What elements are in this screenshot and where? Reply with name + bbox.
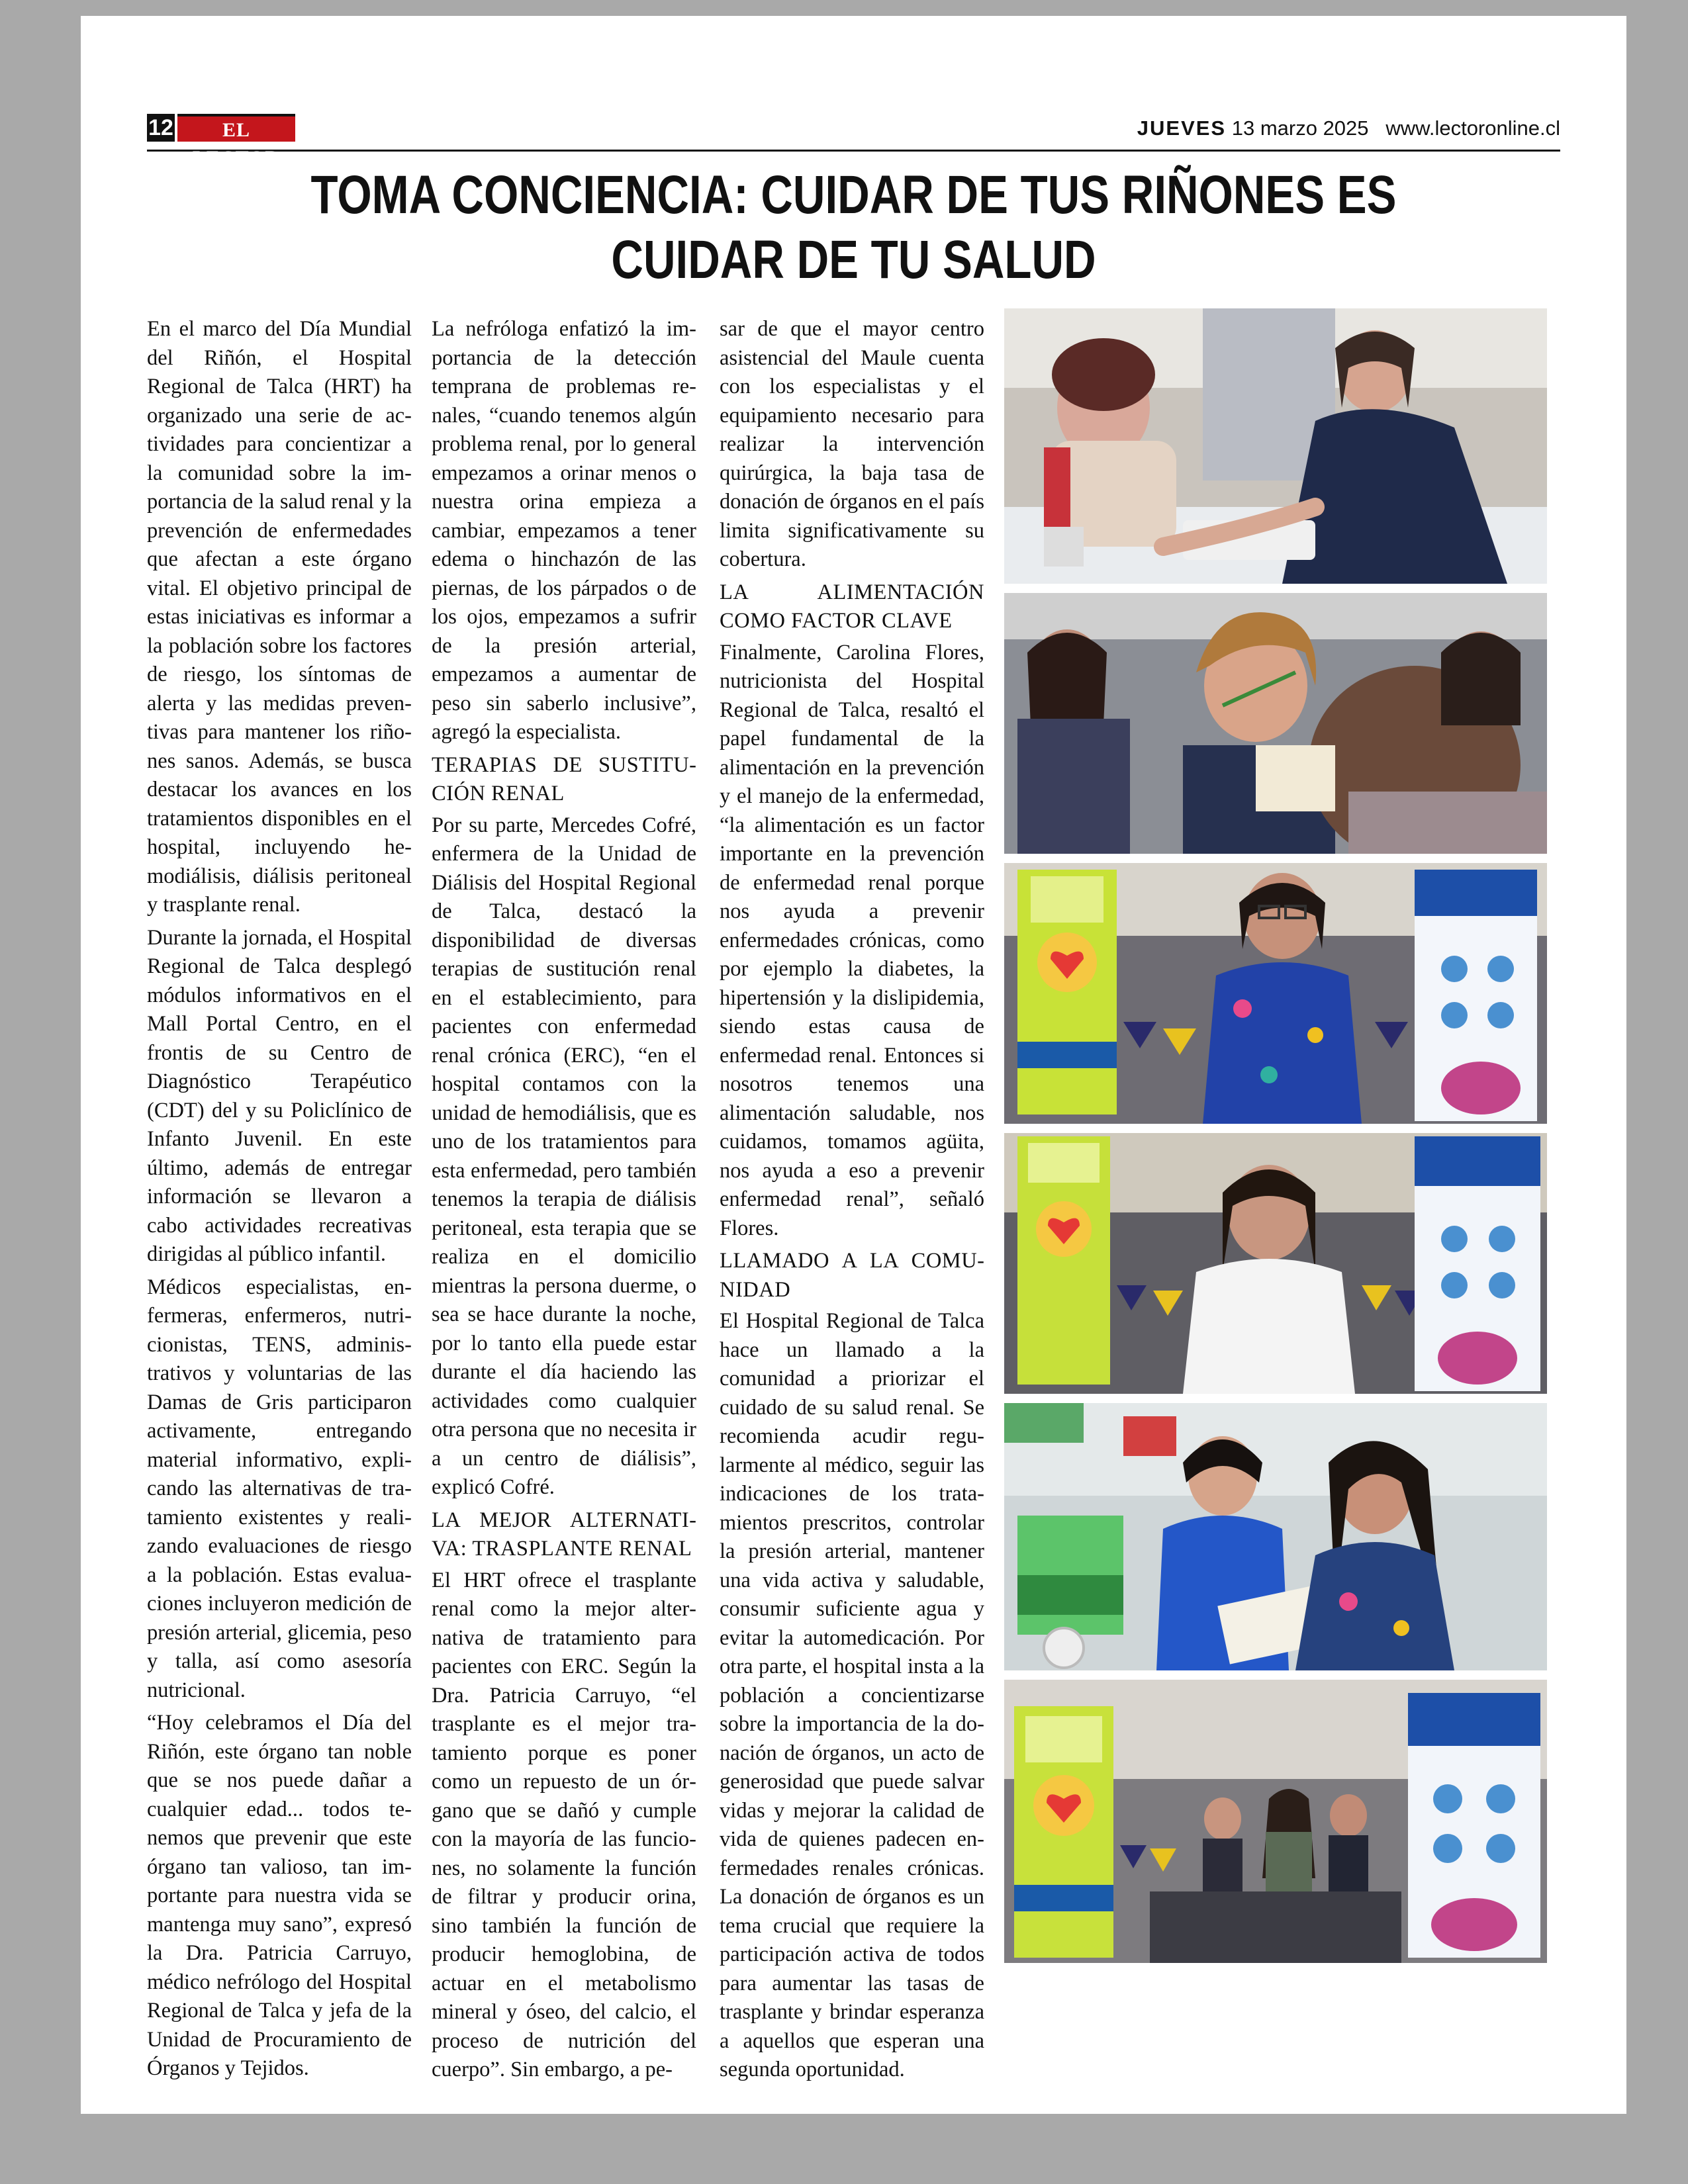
headline-line-2: CUIDAR DE TU SALUD xyxy=(611,230,1096,290)
photo-flyer-handout xyxy=(1004,1403,1547,1670)
article-column-1 xyxy=(147,315,412,2087)
paragraph: Durante la jornada, el Hospital Regional de Talca desplegó módulos informativos en el Mall Portal Centro, en el frontis de su Centro de Diagnóstico Terapéutico (CDT) del y su Policlínico de Infanto Juvenil. En este último, además de entregar información se llevaron a cabo actividades recreativas dirigidas al público infantil. xyxy=(147,925,412,1266)
subheading: TERAPIAS DE SUSTITUCIÓN RENAL xyxy=(432,752,696,805)
issue-date: 13 marzo 2025 xyxy=(1231,116,1369,140)
weekday: JUEVES xyxy=(1137,116,1227,140)
paragraph: El HRT ofrece el trasplante renal como la mejor alternativa de tratamiento para pacientes con ERC. Según la Dra. Patricia Carruyo, “el trasplante es el mejor tratamiento porque es poner como un repuesto de un órgano que se dañó y cumple con la mayoría de las funciones, no solamente la función de filtrar y producir orina, sino también la función de producir hemoglobina, de actuar en el metabolismo mineral y óseo, del calcio, el proceso de nutrición del cuerpo”. Sin embargo, a pe- xyxy=(432,1568,696,2081)
paragraph: En el marco del Día Mundial del Riñón, el Hospital Regional de Talca (HRT) ha organizado una serie de actividades para concientizar a la comunidad sobre la importancia de la salud renal y la prevención de enfermedades que afectan a este órgano vital. El objetivo principal de estas iniciativas es informar a la población sobre los factores de riesgo, los síntomas de alerta y las medidas preventivas para mantener los riñones sanos. Además, se busca destacar los avances en los tratamientos disponibles en el hospital, incluyendo hemodiálisis, diálisis peritoneal y trasplante renal. xyxy=(147,317,412,917)
page-header xyxy=(147,110,1560,169)
newspaper-page xyxy=(81,16,1626,2114)
newspaper-logo: EL LECTOR xyxy=(177,114,295,142)
headline xyxy=(274,163,1433,293)
paragraph: sar de que el mayor centro asistencial del Maule cuenta con los especialistas y el equipamiento necesario para realizar la intervención quirúrgica, la baja tasa de donación de órganos en el país limita significativamente su cobertura. xyxy=(720,317,984,571)
subheading: LA ALIMENTACIÓN COMO FACTOR CLAVE xyxy=(720,580,984,633)
photo-blood-pressure-check xyxy=(1004,308,1547,584)
website-link[interactable]: www.lectoronline.cl xyxy=(1385,116,1560,140)
page-number: 12 xyxy=(147,114,175,142)
dateline xyxy=(1137,116,1560,140)
paragraph: Médicos especialistas, enfermeras, enfermeros, nutricionistas, TENS, administrativos y voluntarias de las Damas de Gris participaron activamente, entregando material informativo, explicando las alternativas de tratamiento existentes y realizando evaluaciones de riesgo a la población. Estas evaluaciones incluyeron medición de presión arterial, glicemia, peso y talla, así como asesoría nutricional. xyxy=(147,1275,412,1702)
paragraph: La nefróloga enfatizó la importancia de la detección temprana de problemas renales, “cuando tenemos algún problema renal, por lo general empezamos a orinar menos o nuestra orina empieza a cambiar, empezamos a tener edema o hinchazón de las piernas, de los párpados o de los ojos, empezamos a sufrir de la presión arterial, empezamos a aumentar de peso sin saberlo inclusive”, agregó la especialista. xyxy=(432,317,696,744)
article-column-2 xyxy=(432,315,696,2089)
headline-line-1: TOMA CONCIENCIA: CUIDAR DE TUS RIÑONES ES xyxy=(310,165,1397,225)
paragraph: Por su parte, Mercedes Cofré, enfermera de la Unidad de Diálisis del Hospital Regional de Talca, destacó la disponibilidad de diversas terapias de sustitución renal en el establecimiento, para pacientes con enfermedad renal crónica (ERC), “en el hospital contamos con la unidad de hemodiálisis, que es uno de los tratamientos para esta enfermedad, pero también tenemos la terapia de diálisis peritoneal, esta terapia que se realiza en el domicilio mientras la persona duerme, o sea se hace durante la noche, por lo tanto ella puede estar durante el día haciendo las actividades como cualquier otra persona que no necesita ir a un centro de diálisis”, explicó Cofré. xyxy=(432,813,696,1499)
subheading: LA MEJOR ALTERNATIVA: TRASPLANTE RENAL xyxy=(432,1508,696,1561)
paragraph: Finalmente, Carolina Flores, nutricionista del Hospital Regional de Talca, resaltó el papel fundamental de la alimentación en la prevención y el manejo de la enfermedad, “la alimentación es un factor importante en la prevención de enfermedad renal porque nos ayuda a prevenir enfermedades crónicas, como por ejemplo la diabetes, la hipertensión y la dislipidemia, siendo estas causa de enfermedad renal. Entonces si nosotros tenemos una alimentación saludable, nos cuidamos, tomamos agüita, nos ayuda a eso a prevenir enfermedad renal”, señaló Flores. xyxy=(720,640,984,1240)
photo-mall-stand xyxy=(1004,1680,1547,1963)
photo-glucose-test xyxy=(1004,593,1547,854)
article-column-3 xyxy=(720,315,984,2089)
paragraph: “Hoy celebramos el Día del Riñón, este órgano tan noble que se nos puede dañar a cualquier edad... todos tenemos que prevenir que este órgano tan valioso, tan importante para nuestra vida se mantenga muy sano”, expresó la Dra. Patricia Carruyo, médico nefrólogo del Hospital Regional de Talca y jefa de la Unidad de Procuramiento de Órganos y Tejidos. xyxy=(147,1711,412,2080)
subheading: LLAMADO A LA COMUNIDAD xyxy=(720,1249,984,1302)
photo-nephrology-stand-2 xyxy=(1004,1133,1547,1394)
photo-nephrology-stand-1 xyxy=(1004,863,1547,1124)
paragraph: El Hospital Regional de Talca hace un llamado a la comunidad a priorizar el cuidado de su salud renal. Se recomienda acudir regularmente al médico, seguir las indicaciones de los tratamientos prescritos, controlar la presión arterial, mantener una vida activa y saludable, consumir suficiente agua y evitar la automedicación. Por otra parte, el hospital insta a la población a concientizarse sobre la importancia de la donación de órganos, un acto de generosidad que puede salvar vidas y mejorar la calidad de vida de quienes padecen enfermedades renales crónicas. La donación de órganos es un tema crucial que requiere la participación activa de todos para aumentar las tasas de trasplante y brindar esperanza a aquellos que esperan una segunda oportunidad. xyxy=(720,1309,984,2081)
